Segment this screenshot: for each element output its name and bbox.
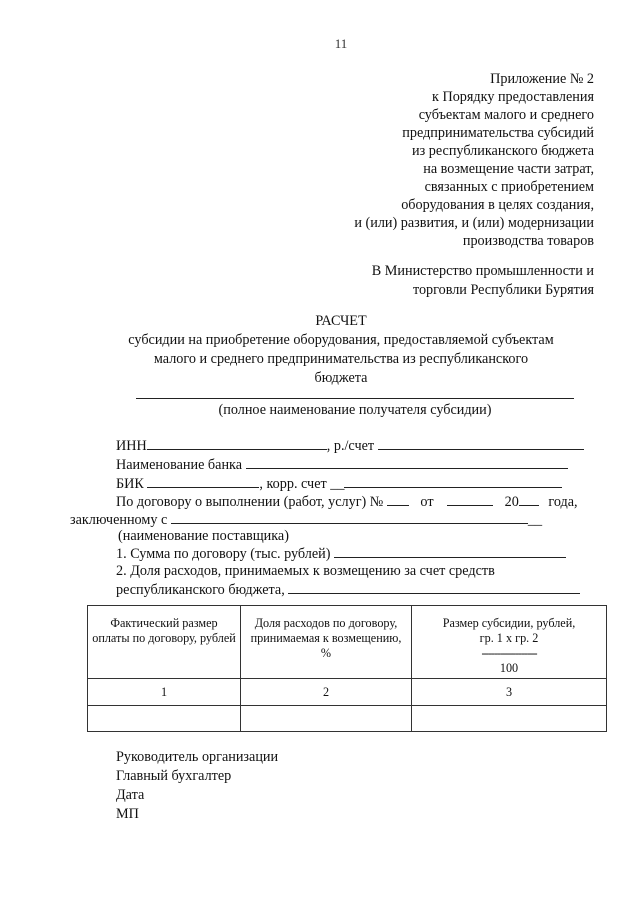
contract-from-label: от bbox=[420, 494, 434, 510]
year-suffix: года, bbox=[548, 494, 578, 510]
column-number-1: 1 bbox=[88, 679, 241, 706]
concluded-label: заключенному с bbox=[70, 512, 168, 528]
bank-name-label: Наименование банка bbox=[116, 457, 243, 473]
item2-label: республиканского бюджета, bbox=[116, 582, 285, 598]
subtitle-line: малого и среднего предпринимательства из республиканского bbox=[153, 351, 529, 367]
account-label: , р./счет bbox=[326, 438, 375, 454]
supplier-caption: (наименование поставщика) bbox=[118, 528, 289, 544]
item1-line bbox=[116, 544, 566, 563]
bik-blank[interactable] bbox=[147, 474, 259, 488]
signature-line: МП bbox=[116, 806, 139, 822]
appendix-line: и (или) развития, и (или) модернизации bbox=[354, 215, 594, 231]
appendix-header bbox=[314, 70, 594, 250]
item1-label: 1. Сумма по договору (тыс. рублей) bbox=[116, 546, 331, 562]
table-cell[interactable] bbox=[412, 706, 607, 732]
bik-line bbox=[116, 474, 562, 493]
bank-name-blank[interactable] bbox=[246, 455, 568, 469]
column-number-2: 2 bbox=[241, 679, 412, 706]
header-subsidy bbox=[412, 606, 607, 679]
appendix-line: из республиканского бюджета bbox=[412, 143, 594, 159]
header-actual-payment: Фактический размер оплаты по договору, рублей bbox=[88, 606, 241, 679]
signature-line: Главный бухгалтер bbox=[116, 768, 232, 784]
appendix-line: Приложение № 2 bbox=[490, 71, 594, 87]
inn-blank[interactable] bbox=[147, 436, 327, 450]
document-title: РАСЧЕТ bbox=[315, 313, 367, 329]
item2-line2 bbox=[116, 580, 580, 599]
formula-divider: ------------------ bbox=[481, 646, 537, 660]
corr-account-blank[interactable] bbox=[344, 474, 562, 488]
appendix-line: связанных с приобретением bbox=[424, 179, 594, 195]
appendix-line: субъектам малого и среднего bbox=[418, 107, 594, 123]
subtitle-line: бюджета bbox=[314, 370, 368, 386]
signature-line: Руководитель организации bbox=[116, 749, 279, 765]
recipient-caption: (полное наименование получателя субсидии) bbox=[218, 402, 492, 418]
addressee bbox=[314, 262, 594, 300]
appendix-line: на возмещение части затрат, bbox=[423, 161, 594, 177]
year-blank[interactable] bbox=[519, 492, 539, 506]
page-number: 11 bbox=[334, 36, 348, 51]
item2-line: 2. Доля расходов, принимаемых к возмещению за счет средств bbox=[116, 563, 495, 579]
contract-sum-blank[interactable] bbox=[334, 544, 566, 558]
concluded-suffix: __ bbox=[527, 512, 543, 528]
bik-label: БИК bbox=[116, 476, 144, 492]
header-subsidy-label: Размер субсидии, рублей, bbox=[442, 616, 576, 630]
inn-label: ИНН bbox=[116, 438, 147, 454]
contract-date-blank[interactable] bbox=[447, 492, 493, 506]
contract-label: По договору о выполнении (работ, услуг) № bbox=[116, 494, 384, 510]
appendix-line: производства товаров bbox=[462, 233, 594, 249]
column-number-3: 3 bbox=[412, 679, 607, 706]
table-row bbox=[88, 706, 607, 732]
contract-line bbox=[116, 492, 578, 511]
table-cell[interactable] bbox=[241, 706, 412, 732]
supplier-blank[interactable] bbox=[171, 510, 528, 524]
corr-account-prefix: __ bbox=[330, 476, 345, 492]
appendix-line: предпринимательства субсидий bbox=[402, 125, 594, 141]
recipient-name-blank[interactable] bbox=[136, 398, 574, 399]
year-prefix: 20 bbox=[504, 494, 519, 510]
calculation-table bbox=[87, 605, 607, 732]
document-subtitle bbox=[110, 331, 572, 388]
share-blank[interactable] bbox=[288, 580, 580, 594]
account-blank[interactable] bbox=[378, 436, 584, 450]
appendix-line: к Порядку предоставления bbox=[432, 89, 594, 105]
addressee-line: торговли Республики Бурятия bbox=[412, 282, 594, 298]
formula-denominator: 100 bbox=[499, 661, 519, 675]
table-cell[interactable] bbox=[88, 706, 241, 732]
appendix-line: оборудования в целях создания, bbox=[401, 197, 594, 213]
inn-line bbox=[116, 436, 584, 455]
table-header-row bbox=[88, 606, 607, 679]
bank-line bbox=[116, 455, 568, 474]
signature-block bbox=[116, 748, 278, 824]
corr-account-label: , корр. счет bbox=[259, 476, 327, 492]
addressee-line: В Министерство промышленности и bbox=[371, 263, 594, 279]
header-share: Доля расходов по договору, принимаемая к возмещению, % bbox=[241, 606, 412, 679]
formula-numerator: гр. 1 x гр. 2 bbox=[479, 631, 539, 645]
contract-number-blank[interactable] bbox=[387, 492, 409, 506]
signature-line: Дата bbox=[116, 787, 145, 803]
subtitle-line: субсидии на приобретение оборудования, предоставляемой субъектам bbox=[128, 332, 554, 348]
table-number-row bbox=[88, 679, 607, 706]
